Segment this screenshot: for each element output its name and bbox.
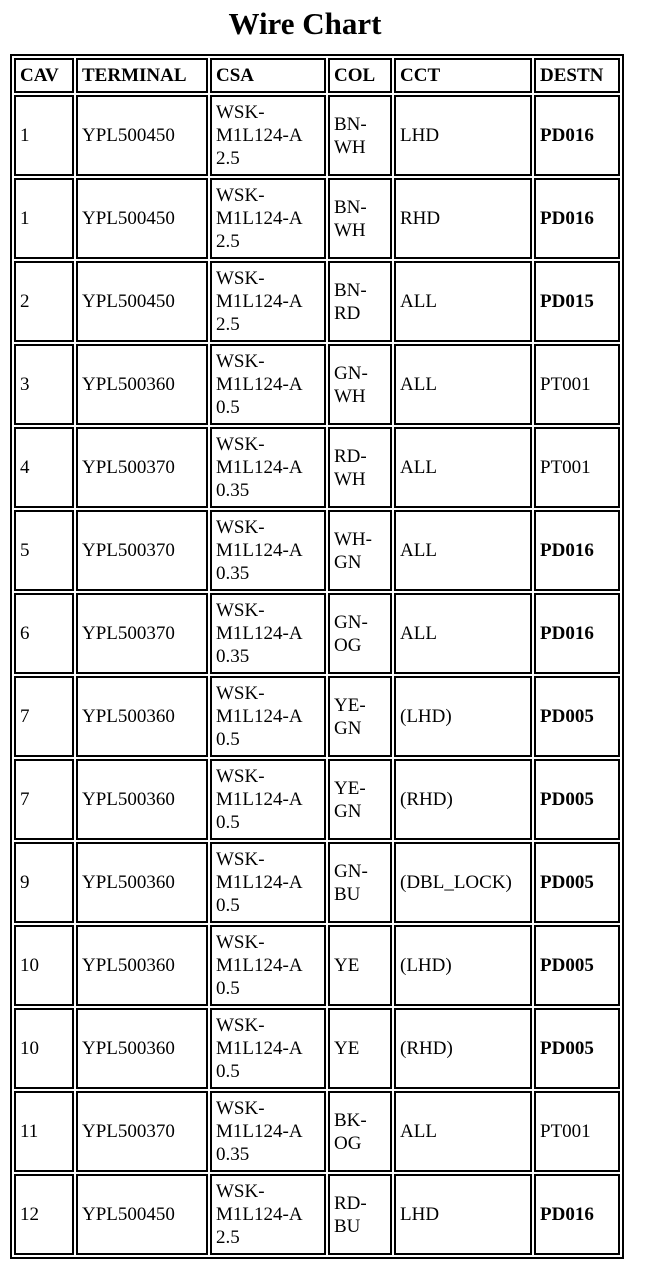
destination-cell: PD016 bbox=[534, 510, 620, 591]
color-line: BN- bbox=[334, 279, 367, 301]
color-line: GN- bbox=[334, 860, 368, 882]
circuit-cell: (RHD) bbox=[394, 1008, 532, 1089]
destination-cell: PT001 bbox=[534, 344, 620, 425]
csa-line: 2.5 bbox=[216, 1227, 240, 1248]
terminal-cell: YPL500360 bbox=[76, 842, 208, 923]
csa-line: WSK- bbox=[216, 102, 265, 123]
csa-cell bbox=[210, 344, 326, 425]
csa-cell bbox=[210, 510, 326, 591]
circuit-cell: ALL bbox=[394, 593, 532, 674]
csa-cell bbox=[210, 178, 326, 259]
csa-line: WSK- bbox=[216, 683, 265, 704]
table-row bbox=[14, 427, 620, 508]
csa-line: 0.5 bbox=[216, 1061, 240, 1082]
csa-line: M1L124-A bbox=[216, 706, 303, 727]
circuit-cell: (DBL_LOCK) bbox=[394, 842, 532, 923]
csa-line: M1L124-A bbox=[216, 291, 303, 312]
csa-line: WSK- bbox=[216, 1015, 265, 1036]
table-row bbox=[14, 593, 620, 674]
page-title: Wire Chart bbox=[228, 6, 382, 41]
color-line: YE- bbox=[334, 777, 366, 799]
cav-cell: 1 bbox=[14, 178, 74, 259]
csa-line: WSK- bbox=[216, 434, 265, 455]
terminal-cell: YPL500360 bbox=[76, 344, 208, 425]
csa-cell bbox=[210, 1008, 326, 1089]
color-cell bbox=[328, 676, 392, 757]
color-line: WH bbox=[334, 219, 366, 241]
color-line: WH- bbox=[334, 528, 372, 550]
destination-cell: PD016 bbox=[534, 1174, 620, 1255]
color-line: OG bbox=[334, 1132, 362, 1154]
terminal-cell: YPL500370 bbox=[76, 1091, 208, 1172]
csa-line: 0.35 bbox=[216, 480, 250, 501]
csa-cell bbox=[210, 1174, 326, 1255]
circuit-cell: ALL bbox=[394, 510, 532, 591]
color-line: BU bbox=[334, 1215, 361, 1237]
csa-line: M1L124-A bbox=[216, 789, 303, 810]
csa-cell bbox=[210, 1091, 326, 1172]
csa-line: WSK- bbox=[216, 932, 265, 953]
color-cell bbox=[328, 1091, 392, 1172]
color-line: WH bbox=[334, 385, 366, 407]
table-row bbox=[14, 178, 620, 259]
csa-line: 0.5 bbox=[216, 978, 240, 999]
color-cell bbox=[328, 427, 392, 508]
cav-cell: 2 bbox=[14, 261, 74, 342]
cav-cell: 7 bbox=[14, 676, 74, 757]
csa-line: WSK- bbox=[216, 1098, 265, 1119]
destination-cell: PD005 bbox=[534, 842, 620, 923]
cav-cell: 3 bbox=[14, 344, 74, 425]
terminal-cell: YPL500450 bbox=[76, 261, 208, 342]
csa-line: 0.5 bbox=[216, 812, 240, 833]
color-line: BU bbox=[334, 883, 361, 905]
csa-line: 2.5 bbox=[216, 148, 240, 169]
color-cell bbox=[328, 344, 392, 425]
csa-line: WSK- bbox=[216, 517, 265, 538]
color-cell bbox=[328, 261, 392, 342]
circuit-cell: ALL bbox=[394, 261, 532, 342]
csa-cell bbox=[210, 427, 326, 508]
terminal-cell: YPL500360 bbox=[76, 676, 208, 757]
color-cell bbox=[328, 95, 392, 176]
destination-cell: PD016 bbox=[534, 593, 620, 674]
table-row bbox=[14, 925, 620, 1006]
circuit-cell: (LHD) bbox=[394, 925, 532, 1006]
csa-line: M1L124-A bbox=[216, 955, 303, 976]
color-line: OG bbox=[334, 634, 362, 656]
cav-cell: 11 bbox=[14, 1091, 74, 1172]
cav-cell: 10 bbox=[14, 1008, 74, 1089]
cav-cell: 1 bbox=[14, 95, 74, 176]
color-line: GN- bbox=[334, 362, 368, 384]
color-line: WH bbox=[334, 468, 366, 490]
color-line: YE- bbox=[334, 694, 366, 716]
csa-line: 0.35 bbox=[216, 1144, 250, 1165]
color-cell bbox=[328, 1008, 392, 1089]
column-header-cav: CAV bbox=[14, 58, 74, 93]
csa-cell bbox=[210, 95, 326, 176]
cav-cell: 9 bbox=[14, 842, 74, 923]
destination-cell: PD016 bbox=[534, 178, 620, 259]
csa-line: 0.5 bbox=[216, 397, 240, 418]
cav-cell: 7 bbox=[14, 759, 74, 840]
terminal-cell: YPL500370 bbox=[76, 427, 208, 508]
circuit-cell: RHD bbox=[394, 178, 532, 259]
csa-cell bbox=[210, 759, 326, 840]
terminal-cell: YPL500370 bbox=[76, 510, 208, 591]
circuit-cell: LHD bbox=[394, 1174, 532, 1255]
color-cell bbox=[328, 593, 392, 674]
csa-line: M1L124-A bbox=[216, 208, 303, 229]
cav-cell: 12 bbox=[14, 1174, 74, 1255]
csa-line: M1L124-A bbox=[216, 374, 303, 395]
color-line: BN- bbox=[334, 196, 367, 218]
csa-cell bbox=[210, 261, 326, 342]
csa-line: M1L124-A bbox=[216, 540, 303, 561]
table-row bbox=[14, 95, 620, 176]
csa-line: WSK- bbox=[216, 766, 265, 787]
circuit-cell: ALL bbox=[394, 1091, 532, 1172]
terminal-cell: YPL500360 bbox=[76, 925, 208, 1006]
table-row bbox=[14, 510, 620, 591]
column-header-terminal: TERMINAL bbox=[76, 58, 208, 93]
color-line: RD- bbox=[334, 445, 367, 467]
color-line: BK- bbox=[334, 1109, 367, 1131]
csa-line: M1L124-A bbox=[216, 872, 303, 893]
column-header-col: COL bbox=[328, 58, 392, 93]
csa-line: 0.5 bbox=[216, 895, 240, 916]
csa-line: M1L124-A bbox=[216, 1038, 303, 1059]
table-row bbox=[14, 1091, 620, 1172]
color-line: WH bbox=[334, 136, 366, 158]
table-row bbox=[14, 1008, 620, 1089]
csa-line: 0.35 bbox=[216, 646, 250, 667]
cav-cell: 5 bbox=[14, 510, 74, 591]
csa-line: M1L124-A bbox=[216, 1204, 303, 1225]
circuit-cell: (LHD) bbox=[394, 676, 532, 757]
csa-cell bbox=[210, 925, 326, 1006]
destination-cell: PD005 bbox=[534, 676, 620, 757]
csa-cell bbox=[210, 676, 326, 757]
csa-line: M1L124-A bbox=[216, 623, 303, 644]
csa-line: 0.35 bbox=[216, 563, 250, 584]
table-row bbox=[14, 676, 620, 757]
destination-cell: PD015 bbox=[534, 261, 620, 342]
color-line: BN- bbox=[334, 113, 367, 135]
circuit-cell: LHD bbox=[394, 95, 532, 176]
table-row bbox=[14, 842, 620, 923]
circuit-cell: ALL bbox=[394, 427, 532, 508]
color-cell bbox=[328, 925, 392, 1006]
terminal-cell: YPL500450 bbox=[76, 95, 208, 176]
destination-cell: PD005 bbox=[534, 925, 620, 1006]
destination-cell: PD016 bbox=[534, 95, 620, 176]
csa-line: 0.5 bbox=[216, 729, 240, 750]
table-row bbox=[14, 344, 620, 425]
color-cell bbox=[328, 759, 392, 840]
destination-cell: PD005 bbox=[534, 1008, 620, 1089]
table-row bbox=[14, 759, 620, 840]
color-line: YE bbox=[334, 1038, 360, 1059]
color-line: RD- bbox=[334, 1192, 367, 1214]
color-line: RD bbox=[334, 302, 361, 324]
terminal-cell: YPL500450 bbox=[76, 1174, 208, 1255]
color-cell bbox=[328, 510, 392, 591]
color-cell bbox=[328, 178, 392, 259]
csa-line: WSK- bbox=[216, 185, 265, 206]
table-header-row bbox=[14, 58, 620, 93]
csa-line: WSK- bbox=[216, 600, 265, 621]
column-header-destn: DESTN bbox=[534, 58, 620, 93]
destination-cell: PT001 bbox=[534, 1091, 620, 1172]
destination-cell: PD005 bbox=[534, 759, 620, 840]
cav-cell: 4 bbox=[14, 427, 74, 508]
cav-cell: 10 bbox=[14, 925, 74, 1006]
color-line: GN bbox=[334, 717, 362, 739]
table-row bbox=[14, 261, 620, 342]
color-cell bbox=[328, 842, 392, 923]
color-line: GN- bbox=[334, 611, 368, 633]
csa-line: 2.5 bbox=[216, 231, 240, 252]
column-header-cct: CCT bbox=[394, 58, 532, 93]
color-line: YE bbox=[334, 955, 360, 976]
terminal-cell: YPL500360 bbox=[76, 1008, 208, 1089]
terminal-cell: YPL500370 bbox=[76, 593, 208, 674]
csa-line: WSK- bbox=[216, 268, 265, 289]
wire-chart-body bbox=[14, 95, 620, 1255]
csa-line: M1L124-A bbox=[216, 125, 303, 146]
color-cell bbox=[328, 1174, 392, 1255]
destination-cell: PT001 bbox=[534, 427, 620, 508]
csa-line: WSK- bbox=[216, 849, 265, 870]
csa-line: WSK- bbox=[216, 1181, 265, 1202]
cav-cell: 6 bbox=[14, 593, 74, 674]
wire-chart-table bbox=[10, 54, 624, 1259]
circuit-cell: (RHD) bbox=[394, 759, 532, 840]
table-row bbox=[14, 1174, 620, 1255]
column-header-csa: CSA bbox=[210, 58, 326, 93]
csa-line: M1L124-A bbox=[216, 457, 303, 478]
terminal-cell: YPL500360 bbox=[76, 759, 208, 840]
terminal-cell: YPL500450 bbox=[76, 178, 208, 259]
csa-cell bbox=[210, 842, 326, 923]
color-line: GN bbox=[334, 800, 362, 822]
color-line: GN bbox=[334, 551, 362, 573]
csa-cell bbox=[210, 593, 326, 674]
circuit-cell: ALL bbox=[394, 344, 532, 425]
csa-line: M1L124-A bbox=[216, 1121, 303, 1142]
csa-line: 2.5 bbox=[216, 314, 240, 335]
csa-line: WSK- bbox=[216, 351, 265, 372]
